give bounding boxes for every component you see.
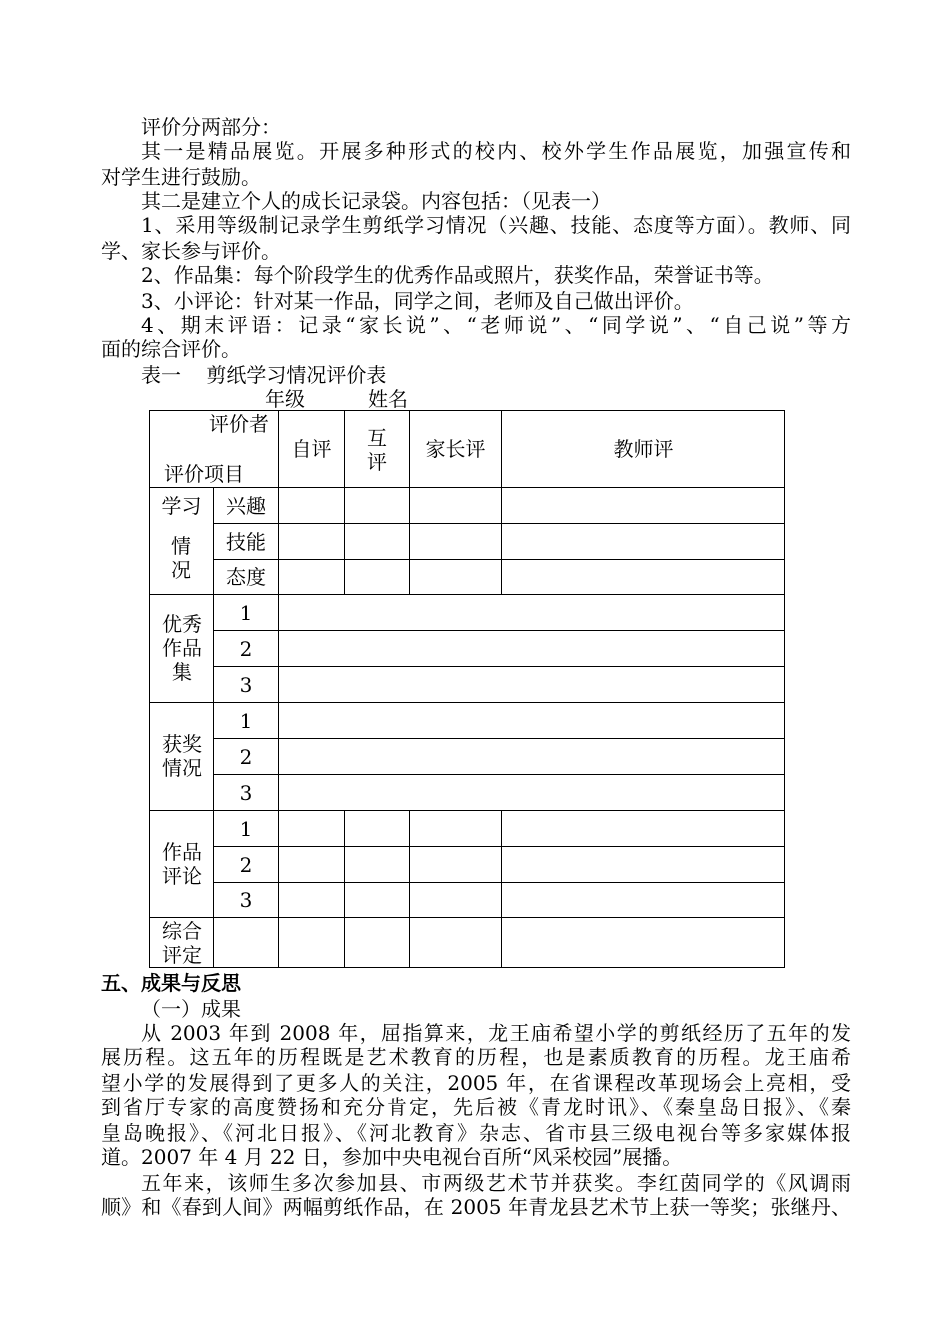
section5-para1-line4: 到省厅专家的高度赞扬和充分肯定，先后被《青龙时讯》、《秦皇岛日报》、《秦 (101, 1095, 851, 1119)
study-interest: 兴趣 (226, 493, 266, 518)
works-row-2: 2 (239, 636, 253, 661)
header-parent: 家长评 (425, 437, 486, 461)
comments-label: 作品评论 (162, 840, 202, 888)
paragraph-item4-line1: 4、期末评语：记录“家长说”、“老师说”、“同学说”、“自己说”等方 (141, 313, 851, 337)
table-caption: 表一 剪纸学习情况评价表 (141, 363, 387, 387)
header-evaluator: 评价者 (209, 412, 269, 436)
header-peer: 互评 (367, 426, 387, 474)
paragraph-item2: 2、作品集：每个阶段学生的优秀作品或照片，获奖作品，荣誉证书等。 (141, 263, 774, 287)
section5-para1-line1: 从 2003 年到 2008 年，屈指算来，龙王庙希望小学的剪纸经历了五年的发 (141, 1021, 851, 1045)
study-attitude: 态度 (226, 565, 266, 589)
comments-row-3: 3 (239, 888, 253, 912)
section5-title: 五、成果与反思 (101, 971, 241, 995)
header-teacher: 教师评 (613, 437, 674, 461)
comments-row-2: 2 (239, 852, 253, 877)
name-label: 姓名 (368, 387, 408, 411)
paragraph-growth-record: 其二是建立个人的成长记录袋。内容包括：（见表一） (141, 189, 611, 213)
works-label: 优秀作品集 (162, 612, 202, 684)
study-skill: 技能 (226, 529, 266, 554)
comments-row-1: 1 (239, 816, 253, 841)
works-row-3: 3 (239, 672, 253, 697)
paragraph-item4-line2: 面的综合评价。 (101, 337, 241, 361)
section5-para1-line3: 望小学的发展得到了更多人的关注，2005 年，在省课程改革现场会上亮相，受 (101, 1071, 851, 1095)
works-row-1: 1 (239, 600, 253, 625)
section5-para2-line2: 顺》和《春到人间》两幅剪纸作品，在 2005 年青龙县艺术节上获一等奖；张继丹、 (101, 1195, 851, 1219)
paragraph-item1-line1: 1、采用等级制记录学生剪纸学习情况（兴趣、技能、态度等方面）。教师、同 (141, 213, 851, 237)
awards-row-1: 1 (239, 708, 253, 733)
paragraph-exhibition-line1: 其一是精品展览。开展多种形式的校内、校外学生作品展览，加强宣传和 (141, 139, 851, 163)
study-label-bottom: 情况 (171, 534, 191, 582)
grade-label: 年级 (265, 387, 305, 411)
overall-label: 综合评定 (162, 919, 202, 967)
awards-label: 获奖情况 (162, 732, 202, 780)
awards-row-2: 2 (239, 744, 253, 769)
header-self: 自评 (291, 437, 332, 461)
awards-row-3: 3 (239, 780, 253, 805)
section5-para1-line2: 展历程。这五年的历程既是艺术教育的历程，也是素质教育的历程。龙王庙希 (101, 1045, 851, 1069)
study-label-top: 学习 (161, 493, 202, 518)
section5-para1-line5: 皇岛晚报》、《河北日报》、《河北教育》杂志、省市县三级电视台等多家媒体报 (101, 1121, 851, 1145)
section5-para2-line1: 五年来，该师生多次参加县、市两级艺术节并获奖。李红茵同学的《风调雨 (141, 1171, 851, 1195)
paragraph-evaluation-parts: 评价分两部分： (141, 115, 281, 139)
paragraph-item3: 3、小评论：针对某一作品，同学之间，老师及自己做出评价。 (141, 289, 694, 313)
paragraph-item1-line2: 学、家长参与评价。 (101, 239, 281, 263)
header-item: 评价项目 (164, 462, 244, 486)
paragraph-exhibition-line2: 对学生进行鼓励。 (101, 165, 261, 189)
section5-para1-line6: 道。2007 年 4 月 22 日，参加中央电视台百所“风采校园”展播。 (101, 1145, 683, 1169)
section5-sub1: （一）成果 (141, 997, 241, 1021)
